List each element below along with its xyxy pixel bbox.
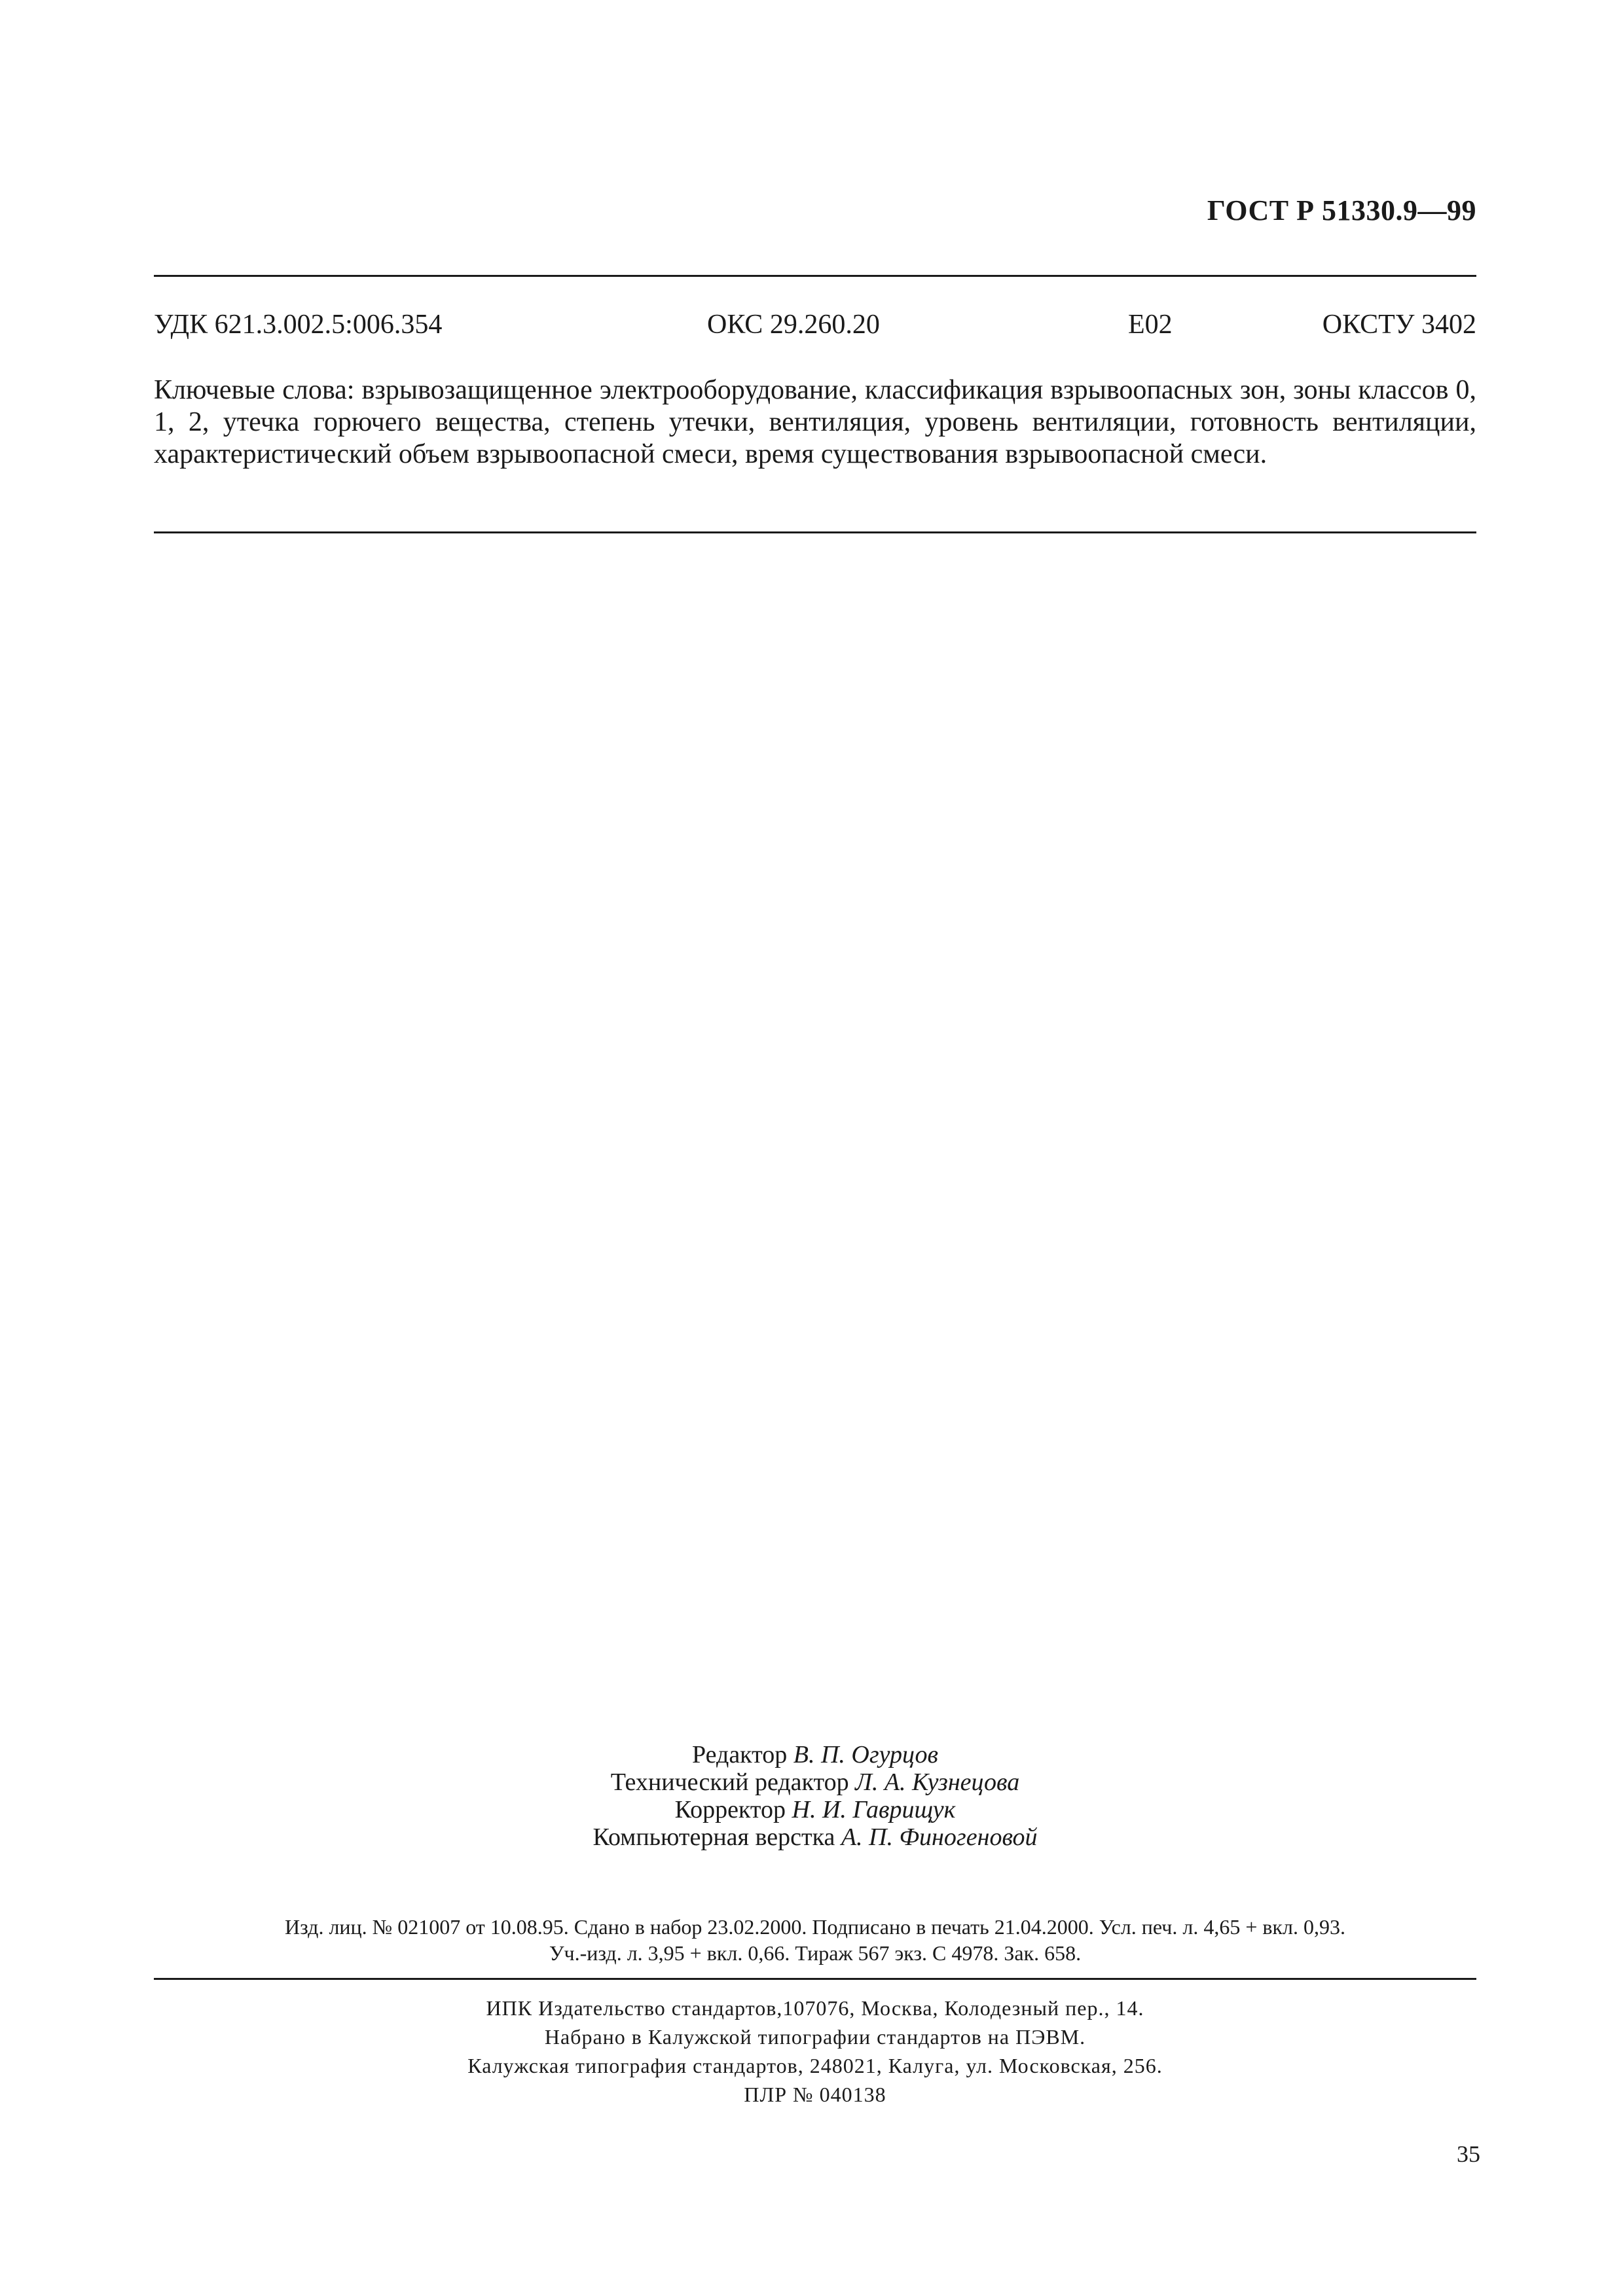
credit-name: А. П. Финогеновой xyxy=(841,1823,1038,1851)
okstu-code: ОКСТУ 3402 xyxy=(1322,310,1476,340)
credit-line-tech-editor xyxy=(154,1768,1476,1796)
imprint-line: Уч.-изд. л. 3,95 + вкл. 0,66. Тираж 567 экз. С 4978. Зак. 658. xyxy=(549,1941,1082,1965)
page-number: 35 xyxy=(1457,2141,1480,2167)
credit-name: В. П. Огурцов xyxy=(793,1741,938,1768)
classification-codes-row xyxy=(154,309,1476,346)
imprint-bottom-divider xyxy=(154,1978,1476,1980)
credit-role: Технический редактор xyxy=(610,1768,849,1796)
credit-name: Л. А. Кузнецова xyxy=(855,1768,1020,1796)
credit-role: Редактор xyxy=(691,1741,788,1768)
publisher-line: Набрано в Калужской типографии стандартов на ПЭВМ. xyxy=(544,2025,1086,2049)
credits-block xyxy=(154,1741,1476,1851)
imprint-line: Изд. лиц. № 021007 от 10.08.95. Сдано в набор 23.02.2000. Подписано в печать 21.04.2000. Усл. печ. л. 4,65 + вкл. 0,93. xyxy=(284,1915,1345,1939)
category-code: Е02 xyxy=(1128,310,1173,340)
keywords-paragraph: Ключевые слова: взрывозащищенное электрооборудование, классификация взрывоопасных зон, зоны классов 0, 1, 2, утечка горючего вещества, степень утечки, вентиляция, уровень вентиляции, готовность вентиляции, характеристический объем взрывоопасной смеси, время существования взрывоопасной смеси. xyxy=(154,375,1476,469)
document-standard-number: ГОСТ Р 51330.9—99 xyxy=(1207,194,1476,226)
credit-line-corrector xyxy=(154,1796,1476,1823)
publisher-line: Калужская типография стандартов, 248021, Калуга, ул. Московская, 256. xyxy=(467,2054,1163,2077)
credit-role: Корректор xyxy=(674,1796,786,1823)
keywords-bottom-divider xyxy=(154,531,1476,533)
credit-line-editor xyxy=(154,1741,1476,1768)
credit-name: Н. И. Гаврищук xyxy=(792,1796,956,1823)
publisher-line: ПЛР № 040138 xyxy=(744,2083,886,2106)
credit-role: Компьютерная верстка xyxy=(593,1823,835,1851)
publisher-line: ИПК Издательство стандартов,107076, Москва, Колодезный пер., 14. xyxy=(486,1996,1144,2020)
udk-code: УДК 621.3.002.5:006.354 xyxy=(154,310,443,340)
oks-code: ОКС 29.260.20 xyxy=(707,310,880,340)
imprint-block xyxy=(154,1914,1476,1966)
credit-line-layout xyxy=(154,1823,1476,1851)
top-divider xyxy=(154,275,1476,277)
publisher-block xyxy=(154,1994,1476,2109)
